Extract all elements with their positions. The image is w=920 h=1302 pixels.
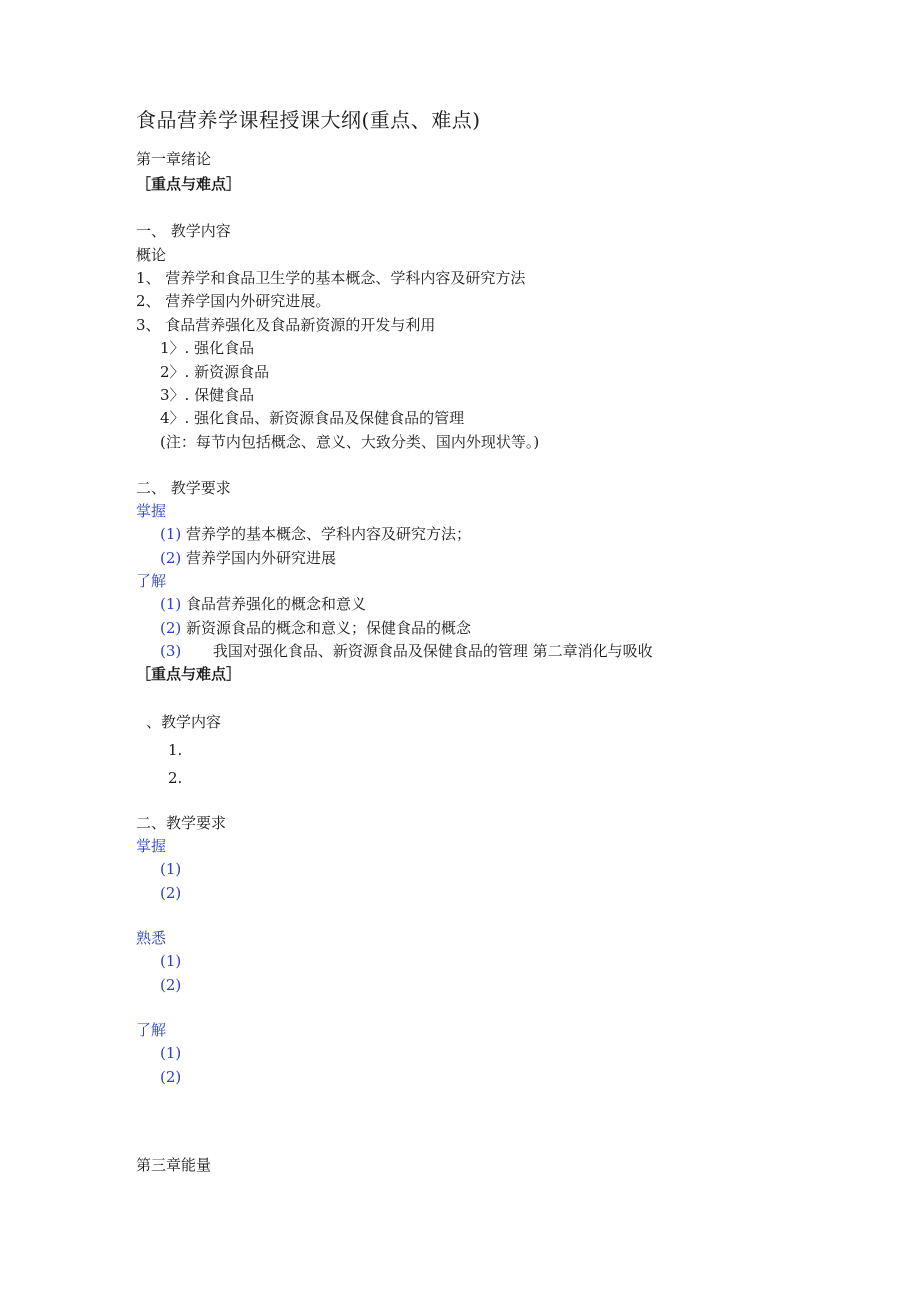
chapter-1-heading: 第一章绪论 xyxy=(136,150,212,168)
item-text: 新资源食品的概念和意义；保健食品的概念 xyxy=(186,619,472,637)
requirement-item xyxy=(160,548,336,568)
item-number: (3) xyxy=(160,642,182,660)
understand-label: 了解 xyxy=(136,1021,167,1039)
sub-list-item: 1〉. 强化食品 xyxy=(160,339,255,357)
note-text: (注：每节内包括概念、意义、大致分类、国内外现状等。) xyxy=(160,433,540,451)
item-number: (1) xyxy=(160,595,182,613)
understand-label: 了解 xyxy=(136,572,167,590)
teaching-requirements-heading: 二、 教学要求 xyxy=(136,479,231,497)
item-number: (2) xyxy=(160,976,182,994)
list-item: 2、 营养学国内外研究进展。 xyxy=(136,292,331,310)
requirement-item xyxy=(160,594,366,614)
item-text: 我国对强化食品、新资源食品及保健食品的管理 xyxy=(212,642,528,660)
requirement-item xyxy=(160,524,471,544)
item-number: (2) xyxy=(160,1068,182,1086)
item-number: (2) xyxy=(160,884,182,902)
item-text: 营养学国内外研究进展 xyxy=(186,549,337,567)
list-item: 1. xyxy=(168,741,183,759)
chapter-2-heading: 第二章消化与吸收 xyxy=(532,642,653,660)
teaching-content-heading: 、教学内容 xyxy=(146,713,222,731)
list-item: 3、 食品营养强化及食品新资源的开发与利用 xyxy=(136,316,436,334)
overview-label: 概论 xyxy=(136,246,167,264)
item-number: (1) xyxy=(160,1044,182,1062)
item-number: (1) xyxy=(160,860,182,878)
master-label: 掌握 xyxy=(136,502,167,520)
item-text: 营养学的基本概念、学科内容及研究方法； xyxy=(186,525,472,543)
item-number: (2) xyxy=(160,619,182,637)
requirement-item xyxy=(160,641,653,661)
requirement-item xyxy=(160,618,471,638)
key-points-heading: ［重点与难点］ xyxy=(136,175,242,193)
sub-list-item: 2〉. 新资源食品 xyxy=(160,363,270,381)
item-number: (1) xyxy=(160,525,182,543)
list-item: 1、 营养学和食品卫生学的基本概念、学科内容及研究方法 xyxy=(136,269,526,287)
item-number: (1) xyxy=(160,952,182,970)
document-title: 食品营养学课程授课大纲(重点、难点) xyxy=(136,108,481,132)
item-number: (2) xyxy=(160,549,182,567)
familiar-label: 熟悉 xyxy=(136,929,167,947)
master-label: 掌握 xyxy=(136,837,167,855)
teaching-content-heading: 一、 教学内容 xyxy=(136,222,231,240)
list-item: 2. xyxy=(168,769,183,787)
sub-list-item: 4〉. 强化食品、新资源食品及保健食品的管理 xyxy=(160,409,465,427)
key-points-heading: ［重点与难点］ xyxy=(136,665,242,683)
sub-list-item: 3〉. 保健食品 xyxy=(160,386,255,404)
chapter-3-heading: 第三章能量 xyxy=(136,1156,212,1174)
item-text: 食品营养强化的概念和意义 xyxy=(186,595,367,613)
teaching-requirements-heading: 二、教学要求 xyxy=(136,814,227,832)
